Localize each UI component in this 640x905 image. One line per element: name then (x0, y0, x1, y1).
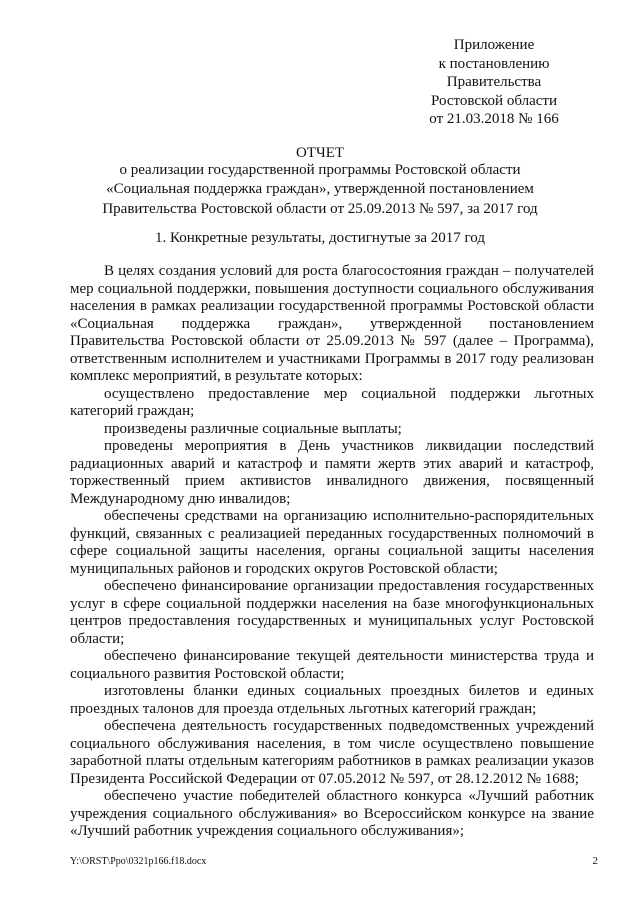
appendix-line: от 21.03.2018 № 166 (429, 111, 559, 127)
body-text (70, 263, 594, 841)
paragraph: обеспечено финансирование текущей деятельности министерства труда и социального развития Ростовской области; (70, 648, 594, 682)
paragraph: обеспечено финансирование организации предоставления государственных услуг в сфере социальной поддержки населения на базе многофункциональных центров предоставления государственных и муниципальных услуг Ростовской области; (70, 578, 594, 647)
appendix-line: Правительства (446, 74, 542, 90)
appendix-line: Ростовской области (431, 92, 557, 109)
appendix-block (404, 36, 584, 129)
paragraph: В целях создания условий для роста благосостояния граждан – получателей мер социальной поддержки, повышения доступности социального обслуживания населения в рамках реализации государственной программы Ростовской области «Социальная поддержка граждан», утвержденной постановлением Правительства Ростовской области от 25.09.2013 № 597 (далее – Программа), ответственным исполнителем и участниками Программы в 2017 году реализован комплекс мероприятий, в результате которых: (70, 263, 594, 384)
paragraph: произведены различные социальные выплаты; (104, 420, 402, 437)
paragraph: осуществлено предоставление мер социальной поддержки льготных категорий граждан; (70, 385, 594, 419)
page-number: 2 (592, 855, 598, 867)
appendix-line: Приложение (453, 37, 535, 53)
section-heading: 1. Конкретные результаты, достигнутые за 2017 год (154, 230, 485, 246)
subtitle-line: «Социальная поддержка граждан», утвержденной постановлением (106, 181, 534, 198)
paragraph: обеспечены средствами на организацию исполнительно-распорядительных функций, связанных с реализацией переданных государственных полномочий в сфере социальной защиты населения, органы социальной защиты населения муниципальных районов и городских округов Ростовской области; (70, 508, 594, 577)
document-subtitle (70, 161, 570, 219)
subtitle-line: Правительства Ростовской области от 25.09.2013 № 597, за 2017 год (102, 200, 538, 217)
paragraph: обеспечена деятельность государственных подведомственных учреждений социального обслуживания населения, в том числе осуществлено повышение заработной платы отдельным категориям работников в рамках реализации указов Президента Российской Федерации от 07.05.2012 № 597, от 28.12.2012 № 1688; (70, 718, 594, 787)
appendix-line: к постановлению (438, 55, 550, 72)
document-title: ОТЧЕТ (295, 145, 345, 161)
subtitle-line: о реализации государственной программы Ростовской области (119, 162, 521, 178)
paragraph: проведены мероприятия в День участников ликвидации последствий радиационных аварий и катастроф и памяти жертв этих аварий и катастроф, торжественный прием активистов инвалидного движения, посвященный Международному дню инвалидов; (70, 438, 594, 507)
footer-file-path: Y:\ORST\Ppo\0321p166.f18.docx (70, 856, 207, 867)
paragraph: изготовлены бланки единых социальных проездных билетов и единых проездных талонов для проезда отдельных льготных категорий граждан; (70, 683, 594, 717)
paragraph: обеспечено участие победителей областного конкурса «Лучший работник учреждения социального обслуживания» во Всероссийском конкурсе на звание «Лучший работник учреждения социального обслуживания»; (70, 788, 594, 839)
